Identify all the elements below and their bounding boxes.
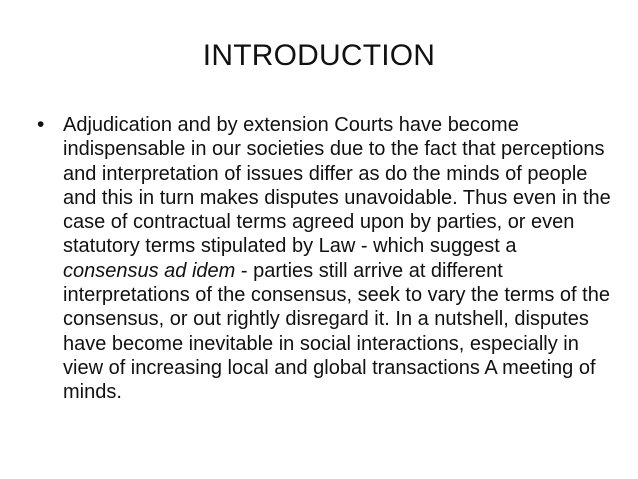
slide-title: INTRODUCTION [202,39,436,72]
bullet-item [37,113,617,405]
bullet-text-part-1: Adjudication and by extension Courts have become indispensable in our societies due to the fact that perceptions and interpretation of issues differ as do the minds of people and this in turn makes disputes unavoidable. Thus even in the case of contractual terms agreed upon by parties, or even statutory terms stipulated by Law - which suggest a [63,114,611,258]
bullet-text-part-2: - parties still arrive at different interpretations of the consensus, seek to vary the terms of the consensus, or out rightly disregard it. In a nutshell, disputes have become inevitable in social interactions, especially in view of increasing local and global transactions A meeting of minds. [63,259,610,404]
bullet-marker: • [37,113,45,136]
bullet-text-emphasis: consensus ad idem [63,259,236,282]
bullet-text [63,113,617,405]
